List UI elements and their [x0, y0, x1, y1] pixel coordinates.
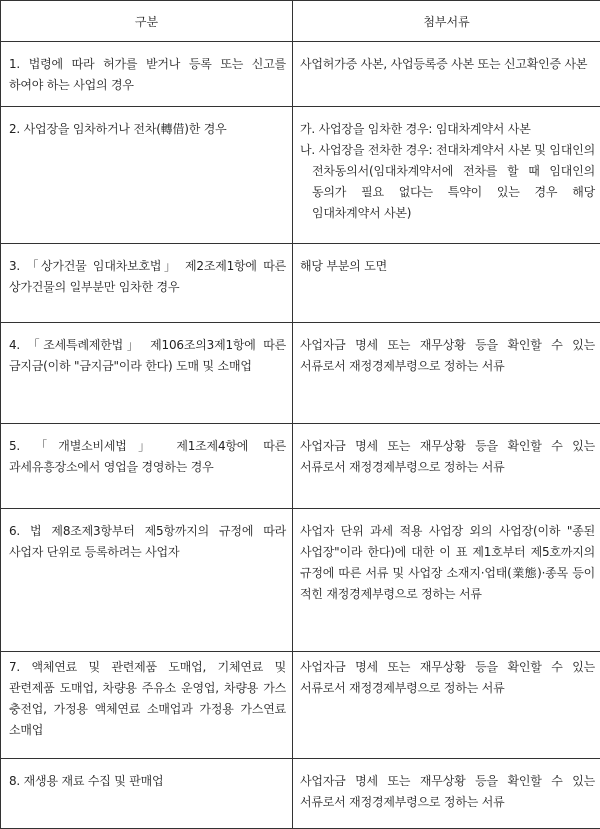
table-row [1, 244, 600, 323]
table-row [1, 509, 600, 652]
table-row [1, 652, 600, 759]
row-7-category: 7. 액체연료 및 관련제품 도매업, 기체연료 및 관련제품 도매업, 차량용 주유소 운영업, 차량용 가스 충전업, 가정용 액체연료 소매업과 가정용 가스연료 소매업 [1, 652, 292, 741]
table-row [1, 424, 600, 509]
row-3-documents: 해당 부분의 도면 [293, 244, 600, 277]
row-2-category: 2. 사업장을 임차하거나 전차(轉借)한 경우 [1, 107, 292, 140]
table-header-row [1, 1, 600, 42]
table-row [1, 42, 600, 107]
table-row [1, 323, 600, 424]
table-row [1, 107, 600, 244]
row-3-category: 3. 「상가건물 임대차보호법」 제2조제1항에 따른 상가건물의 일부분만 임차한 경우 [1, 244, 292, 298]
row-4-category: 4. 「조세특례제한법」 제106조의3제1항에 따른 금지금(이하 "금지금"이라 한다) 도매 및 소매업 [1, 323, 292, 377]
header-category: 구분 [1, 1, 293, 42]
row-1-category: 1. 법령에 따라 허가를 받거나 등록 또는 신고를 하여야 하는 사업의 경우 [1, 42, 292, 96]
row-2-document-b: 나. 사업장을 전차한 경우: 전대차계약서 사본 및 임대인의 전차동의서(임대차계약서에 전차를 할 때 임대인의 동의가 필요 없다는 특약이 있는 경우 해당 임대차계약서 사본) [300, 140, 595, 224]
header-documents: 첨부서류 [293, 1, 600, 42]
row-7-documents: 사업자금 명세 또는 재무상황 등을 확인할 수 있는 서류로서 재정경제부령으로 정하는 서류 [293, 652, 600, 699]
row-4-documents: 사업자금 명세 또는 재무상황 등을 확인할 수 있는 서류로서 재정경제부령으로 정하는 서류 [293, 323, 600, 377]
row-8-documents: 사업자금 명세 또는 재무상황 등을 확인할 수 있는 서류로서 재정경제부령으로 정하는 서류 [293, 759, 600, 813]
table-row [1, 759, 600, 829]
row-6-category: 6. 법 제8조제3항부터 제5항까지의 규정에 따라 사업자 단위로 등록하려는 사업자 [1, 509, 292, 563]
row-5-category: 5. 「개별소비세법」 제1조제4항에 따른 과세유흥장소에서 영업을 경영하는 경우 [1, 424, 292, 478]
row-6-documents: 사업자 단위 과세 적용 사업장 외의 사업장(이하 "종된 사업장"이라 한다)에 대한 이 표 제1호부터 제5호까지의 규정에 따른 서류 및 사업장 소재지·업태(業態)·종목 등이 적힌 재정경제부령으로 정하는 서류 [293, 509, 600, 605]
row-8-category: 8. 재생용 재료 수집 및 판매업 [1, 759, 292, 792]
row-2-documents [293, 107, 600, 224]
row-2-document-a: 가. 사업장을 임차한 경우: 임대차계약서 사본 [300, 119, 595, 140]
row-5-documents: 사업자금 명세 또는 재무상황 등을 확인할 수 있는 서류로서 재정경제부령으로 정하는 서류 [293, 424, 600, 478]
row-1-documents: 사업허가증 사본, 사업등록증 사본 또는 신고확인증 사본 [293, 42, 600, 75]
